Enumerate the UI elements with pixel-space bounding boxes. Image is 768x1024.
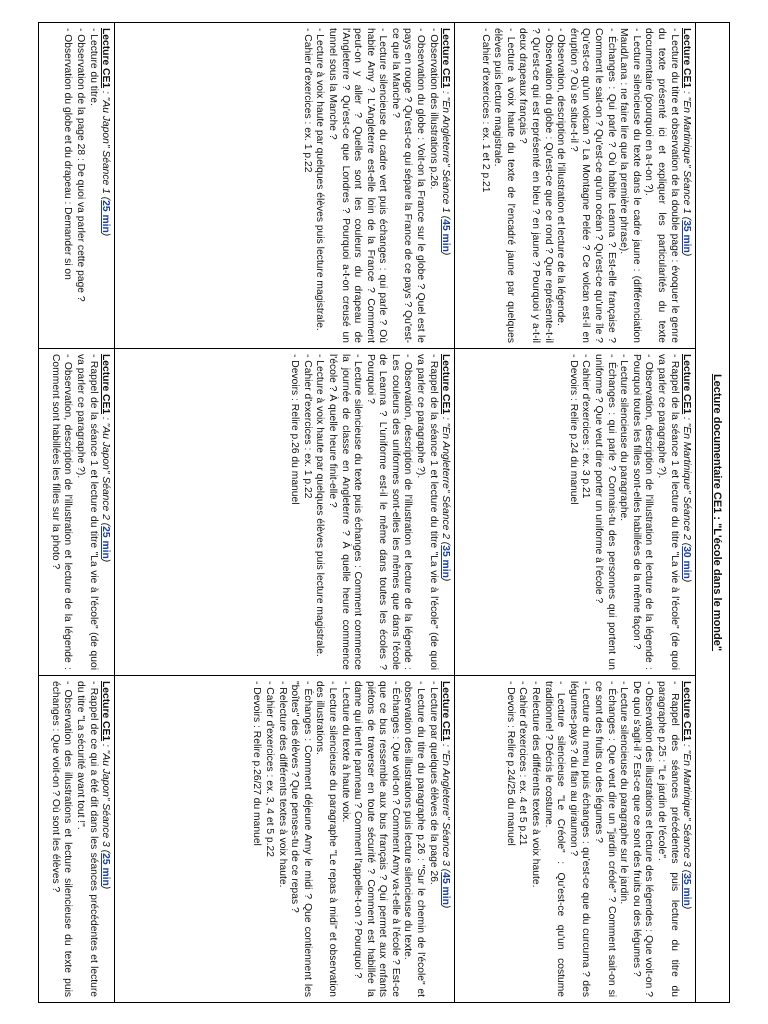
session-duration: 30 min bbox=[681, 546, 693, 579]
session-label: Lecture CE1 bbox=[681, 28, 693, 89]
session-duration: 35 min bbox=[440, 545, 452, 578]
cell-japon-seance-2 bbox=[39, 349, 115, 676]
activity-line: - Échanges : Qui parle ? Où habite Leanna ? Est-elle française ? Comment le sait-on ? Qu'est-ce qu'un océan ? Qu'est-ce qu'une île ? Qu'est-ce qu'un volcan ? La Montagne Pelée ? Ce volcan est-il en éruption ? Où se situe-t-il ? bbox=[567, 28, 617, 343]
activity-line: - Cahier d'exercices : ex. 3 p.21 bbox=[580, 354, 592, 499]
table-row-japon bbox=[39, 23, 115, 1003]
activity-line: - Cahier d'exercices : ex. 1 et 2 p.21 bbox=[479, 28, 491, 193]
activity-line: - Observation des illustrations p.26. bbox=[427, 28, 439, 190]
activity-line: - Observation des illustrations et lecture des légendes : Que voit-on ? De quoi s'agit-il ? Est-ce que ce sont des fruits ou des légumes ? bbox=[630, 681, 655, 998]
activity-line: - Lecture du titre. bbox=[87, 28, 99, 106]
session-duration: 35 min bbox=[681, 873, 693, 906]
session-label: Lecture CE1 bbox=[440, 681, 452, 742]
session-heading bbox=[680, 354, 693, 670]
cell-japon-seance-1 bbox=[39, 23, 115, 349]
activity-line: - Lecture silencieuse du texte puis échanges : Comment commence la journée de classe en Angleterre ? À quelle heure commence l'école ? À quelle heure finit-elle ? bbox=[326, 354, 364, 670]
session-subtitle: : "Au Japon" Séance 3 ( bbox=[100, 741, 112, 854]
session-heading bbox=[439, 681, 452, 997]
session-label: Lecture CE1 bbox=[681, 681, 693, 742]
session-close-paren: ) bbox=[681, 252, 693, 257]
activity-line: - Lecture silencieuse du paragraphe sur le jardin. bbox=[618, 681, 630, 905]
activity-line: - Observation du globe : Qu'est-ce que ce rond ? Que représente-t-il ? Qu'est-ce qui est représenté en bleu ? en jaune ? Pourquoi y a-t-il deux drapeaux français ? bbox=[517, 28, 554, 343]
activity-line: - Lecture silencieuse du paragraphe "Le repas à midi" et observation des illustrations. bbox=[314, 681, 338, 998]
activity-line: - Lecture silencieuse du texte dans le cadre jaune : (différenciation Maud/Lana : ne faire lire que la première phrase). bbox=[618, 28, 642, 343]
activity-line: - Observation des illustrations et lecture silencieuse du texte puis échanges : Que voit-on ? Où sont les élèves ? bbox=[49, 681, 74, 998]
session-subtitle: : "En Martinique" Séance 2 ( bbox=[681, 414, 693, 547]
session-heading bbox=[99, 681, 112, 997]
session-heading bbox=[680, 681, 693, 997]
session-duration: 45 min bbox=[440, 219, 452, 252]
session-subtitle: : "En Angleterre" Séance 1 ( bbox=[440, 88, 452, 220]
lesson-plan-table bbox=[38, 22, 730, 1003]
session-duration: 25 min bbox=[100, 526, 112, 559]
session-subtitle: : "En Angleterre" Séance 2 ( bbox=[440, 414, 452, 546]
activity-line: - Lecture à voix haute par quelques élèves puis lecture magistrale. bbox=[314, 28, 326, 331]
session-subtitle: : "Au Japon" Séance 1 ( bbox=[100, 88, 112, 201]
activity-line: - Lecture du titre et observation de la double page : évoquer le genre du texte présenté ici et expliquer les particularités du texte documentaire (pourquoi en a-t-on ?). bbox=[643, 28, 680, 343]
cell-martinique-seance-2 bbox=[455, 349, 696, 676]
activity-line: - Rappel de la séance 1 et lecture du titre "La vie à l'école" (de quoi va parler ce paragraphe ?). bbox=[656, 354, 680, 670]
session-heading bbox=[99, 354, 112, 670]
session-close-paren: ) bbox=[440, 904, 452, 909]
session-duration: 25 min bbox=[100, 200, 112, 233]
activity-line: - Lecture silencieuse du paragraphe. bbox=[618, 354, 630, 522]
session-duration: 35 min bbox=[681, 220, 693, 253]
activity-line: - Devoirs : Relire p.24/25 du manuel bbox=[504, 681, 516, 846]
cell-angleterre-seance-2 bbox=[115, 349, 455, 676]
cell-japon-seance-3 bbox=[39, 676, 115, 1003]
activity-line: - Observation, description de l'illustration et lecture de la légende : Les couleurs des uniformes sont-elles les mêmes que dans l'école de Leanna ? L'uniforme est-il le même dans toutes les écoles ? Pourquoi ? bbox=[364, 354, 414, 670]
session-duration: 25 min bbox=[100, 853, 112, 886]
session-duration: 45 min bbox=[440, 872, 452, 905]
activity-line: - Observation de la page 28 : De quoi va parler cette page ? bbox=[75, 28, 87, 302]
activity-line: - Lecture du titre du paragraphe p.26 : "Sur le chemin de l'école" et observation des illustrations puis lecture silencieuse du texte. bbox=[402, 681, 427, 998]
activity-line: - Observation, description de l'illustration et lecture de la légende. bbox=[555, 28, 567, 326]
activity-line: - Lecture silencieuse du cadre vert puis échanges : qui parle ? Où habite Amy ? L'Angleterre est-elle loin de la France ? Comment peut-on y aller ? Quelles sont les couleurs du drapeau de l'Angleterre ? Qu'est-ce que Londres ? Pourquoi a-t-on creusé un tunnel sous la Manche ? bbox=[326, 28, 389, 343]
session-close-paren: ) bbox=[440, 251, 452, 256]
activity-line: - Devoirs : Relire p.26 du manuel bbox=[289, 354, 301, 505]
activity-line: - Rappel de la séance 1 et lecture du titre "La vie à l'école" (de quoi va parler ce paragraphe ?). bbox=[415, 354, 439, 670]
table-row-angleterre bbox=[115, 23, 455, 1003]
document-title: Lecture documentaire CE1 : "L'école dans le monde" bbox=[696, 23, 730, 1003]
session-heading bbox=[99, 28, 112, 343]
activity-line: - Lecture à voix haute par quelques élèves puis lecture magistrale. bbox=[314, 354, 326, 657]
activity-line: - Lecture à voix haute du texte de l'encadré jaune par quelques élèves puis lecture magistrale. bbox=[492, 28, 516, 343]
activity-line: - Observation du globe et du drapeau : Demander si on bbox=[62, 28, 74, 280]
session-close-paren: ) bbox=[681, 905, 693, 910]
table-row-martinique bbox=[455, 23, 696, 1003]
activity-line: - Relecture des différents textes à voix haute. bbox=[530, 681, 542, 888]
session-close-paren: ) bbox=[681, 578, 693, 583]
activity-line: - Cahier d'exercices : ex. 3, 4 et 5 p.22 bbox=[263, 681, 275, 857]
activity-line: - Lecture du menu puis échanges : qu'est-ce que du curcuma ? des légumes-pays ? du flan au giraumon ? bbox=[567, 681, 592, 998]
activity-line: - Relecture des différents textes à voix haute. bbox=[276, 681, 288, 888]
activity-line: - Échanges : Que voit-on ? Comment Amy va-t-elle à l'école ? Est-ce que ce bus ressemble aux bus français ? Qui permet aux enfants piétons de traverser en toute sécurité ? Comment est habillée la dame qui tient le panneau ? Comment l'appelle-t-on ? Pourquoi ? bbox=[352, 681, 401, 998]
activity-line: - Échanges : Que veut dire un "jardin créole" ? Comment sait-on si ce sont des fruits ou des légumes ? bbox=[593, 681, 617, 998]
session-subtitle: : "En Angleterre" Séance 3 ( bbox=[440, 741, 452, 873]
activity-line: - Lecture du texte à haute voix. bbox=[339, 681, 351, 823]
activity-line: - Rappel de ce qui a été dit dans les séances précédentes et lecture du titre "La sécurité avant tout !". bbox=[75, 681, 99, 998]
cell-angleterre-seance-1 bbox=[115, 23, 455, 349]
activity-line: - Rappel de la séance 1 et lecture du titre "La vie à l'école" (de quoi va parler ce paragraphe ?). bbox=[75, 354, 99, 670]
session-close-paren: ) bbox=[100, 232, 112, 237]
session-heading bbox=[439, 28, 452, 343]
activity-line: - Lecture silencieuse "Le Créole" : Qu'est-ce qu'un costume traditionnel ? Décris le costume. bbox=[542, 681, 567, 998]
activity-line: - Lecture par quelques élèves de la page 26. bbox=[427, 681, 439, 885]
activity-line: - Cahier d'exercices : ex. 1 p.22 bbox=[301, 354, 313, 499]
activity-line: - Devoirs : Relire p.26/27 du manuel bbox=[251, 681, 263, 846]
activity-line: - Rappel des séances précédentes puis lecture du titre du paragraphe p.25 : "Le jardin de l'école". bbox=[656, 681, 680, 998]
activity-line: - Cahier d'exercices : ex. 4 et 5 p.21 bbox=[517, 681, 529, 846]
session-heading bbox=[439, 354, 452, 670]
session-close-paren: ) bbox=[440, 577, 452, 582]
cell-martinique-seance-3 bbox=[455, 676, 696, 1003]
activity-line: - Devoirs : Relire p.24 du manuel bbox=[567, 354, 579, 505]
session-label: Lecture CE1 bbox=[100, 681, 112, 742]
session-subtitle: : "En Martinique" Séance 1 ( bbox=[681, 88, 693, 221]
activity-line: - Observation, description de l'illustration et lecture de la légende : Pourquoi toutes les filles sont-elles habillées de la même façon ? bbox=[630, 354, 655, 670]
session-label: Lecture CE1 bbox=[100, 354, 112, 415]
activity-line: - Observation du globe : Voit-on la France sur le globe ? Quel est le pays en rouge ? Qu'est-ce qui sépare la France de ce pays ? Qu'est-ce que la Manche ? bbox=[389, 28, 427, 343]
activity-line: - Échanges : Comment déjeune Amy le midi ? Que contiennent les "boîtes" des élèves ? Que penses-tu de ce repas ? bbox=[289, 681, 313, 998]
activity-line: - Observation, description de l'illustration et lecture de la légende : Comment sont habillées les filles sur la photo ? bbox=[49, 354, 74, 670]
session-label: Lecture CE1 bbox=[440, 28, 452, 89]
session-label: Lecture CE1 bbox=[100, 28, 112, 89]
activity-line: - Cahier d'exercices : ex. 1 p.22 bbox=[301, 28, 313, 173]
session-close-paren: ) bbox=[100, 558, 112, 563]
session-subtitle: : "En Martinique" Séance 3 ( bbox=[681, 741, 693, 874]
session-heading bbox=[680, 28, 693, 343]
session-label: Lecture CE1 bbox=[440, 354, 452, 415]
activity-line: - Échanges : qui parle ? Connais-tu des personnes qui portent un uniforme ? Que veut dire porter un uniforme à l'école ? bbox=[593, 354, 617, 670]
cell-angleterre-seance-3 bbox=[115, 676, 455, 1003]
session-subtitle: : "Au Japon" Séance 2 ( bbox=[100, 414, 112, 527]
session-close-paren: ) bbox=[100, 885, 112, 890]
session-label: Lecture CE1 bbox=[681, 354, 693, 415]
cell-martinique-seance-1 bbox=[455, 23, 696, 349]
